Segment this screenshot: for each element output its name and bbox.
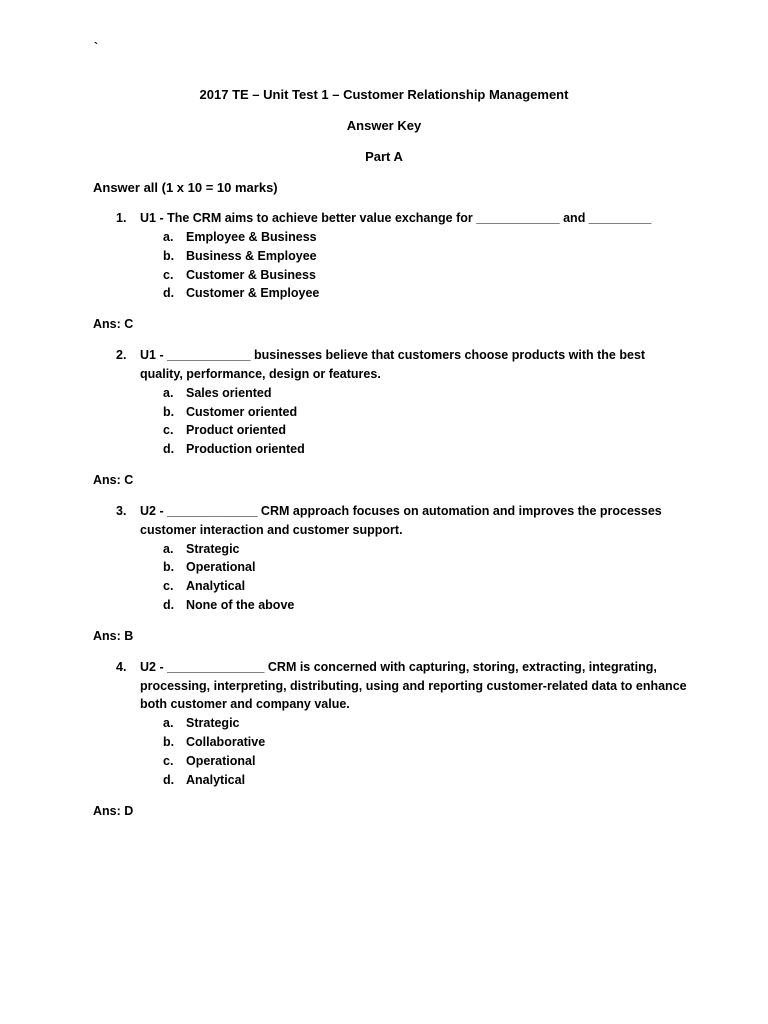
- option-letter: a.: [163, 386, 174, 400]
- answer-line: Ans: C: [93, 473, 134, 487]
- option-text: None of the above: [186, 598, 295, 612]
- question-text-line: both customer and company value.: [140, 697, 350, 711]
- option-text: Analytical: [186, 773, 246, 787]
- question-text-line: U1 - The CRM aims to achieve better value exchange for ____________ and _________: [140, 211, 652, 225]
- option-letter: d.: [163, 773, 175, 787]
- answer-line: Ans: D: [93, 804, 134, 818]
- option-text: Employee & Business: [186, 230, 317, 244]
- option-text: Analytical: [186, 579, 246, 593]
- option-letter: c.: [163, 579, 174, 593]
- option-letter: a.: [163, 230, 174, 244]
- question-number: 2.: [116, 348, 127, 362]
- question-text-line: quality, performance, design or features.: [140, 367, 381, 381]
- option-letter: a.: [163, 716, 174, 730]
- part-heading: Part A: [365, 149, 403, 164]
- option-text: Collaborative: [186, 735, 266, 749]
- option-text: Customer & Business: [186, 268, 316, 282]
- option-text: Strategic: [186, 716, 240, 730]
- option-text: Customer oriented: [186, 405, 298, 419]
- question-text-line: processing, interpreting, distributing, using and reporting customer-related data to enhance: [140, 679, 687, 693]
- option-letter: b.: [163, 405, 175, 419]
- option-letter: c.: [163, 423, 174, 437]
- option-letter: a.: [163, 542, 174, 556]
- option-text: Production oriented: [186, 442, 305, 456]
- question-text-line: U2 - ______________ CRM is concerned with capturing, storing, extracting, integrating,: [140, 660, 657, 674]
- option-text: Operational: [186, 560, 256, 574]
- option-letter: b.: [163, 249, 175, 263]
- option-text: Strategic: [186, 542, 240, 556]
- answer-line: Ans: B: [93, 629, 134, 643]
- option-text: Product oriented: [186, 423, 287, 437]
- option-letter: d.: [163, 286, 175, 300]
- answer-line: Ans: C: [93, 317, 134, 331]
- stray-tick-mark: `: [94, 40, 98, 54]
- option-letter: d.: [163, 442, 175, 456]
- question-number: 4.: [116, 660, 127, 674]
- option-letter: d.: [163, 598, 175, 612]
- option-text: Customer & Employee: [186, 286, 320, 300]
- answer-key-heading: Answer Key: [346, 118, 422, 133]
- option-letter: b.: [163, 560, 175, 574]
- option-letter: c.: [163, 754, 174, 768]
- document-title: 2017 TE – Unit Test 1 – Customer Relationship Management: [199, 87, 569, 102]
- question-number: 1.: [116, 211, 127, 225]
- question-number: 3.: [116, 504, 127, 518]
- question-text-line: customer interaction and customer support.: [140, 523, 403, 537]
- option-letter: b.: [163, 735, 175, 749]
- question-text-line: U1 - ____________ businesses believe that customers choose products with the best: [140, 348, 646, 362]
- option-letter: c.: [163, 268, 174, 282]
- instruction-line: Answer all (1 x 10 = 10 marks): [93, 180, 278, 195]
- option-text: Sales oriented: [186, 386, 272, 400]
- option-text: Operational: [186, 754, 256, 768]
- question-text-line: U2 - _____________ CRM approach focuses on automation and improves the processes: [140, 504, 662, 518]
- option-text: Business & Employee: [186, 249, 317, 263]
